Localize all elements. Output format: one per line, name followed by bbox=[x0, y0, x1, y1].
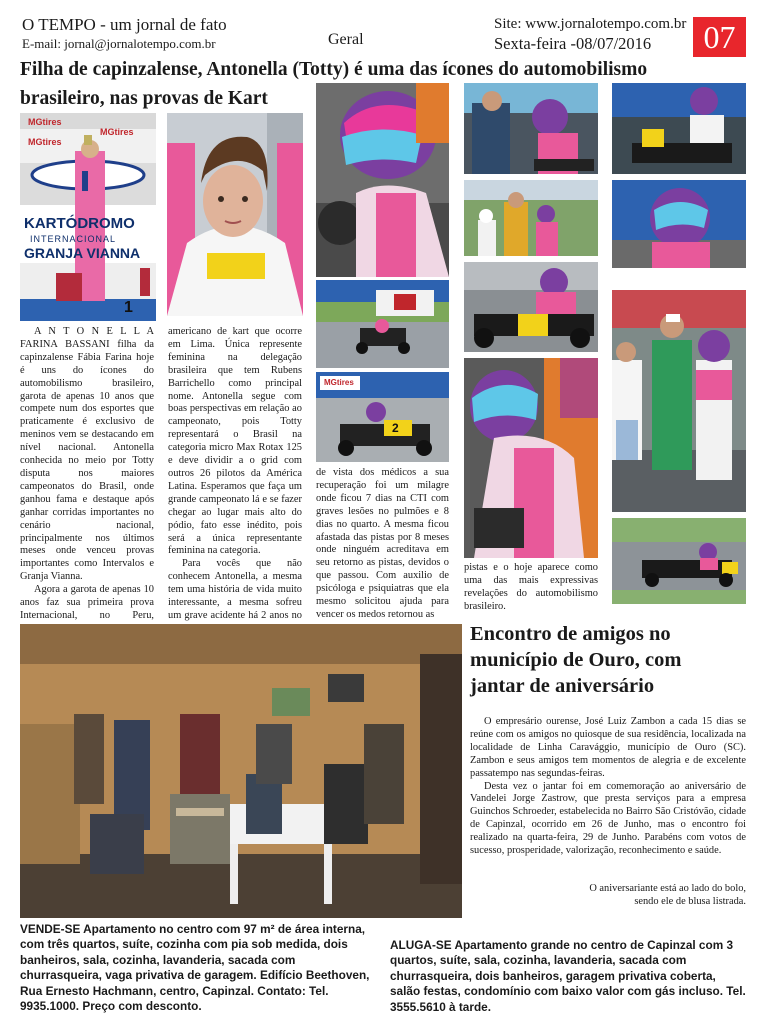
classified-vende-se: VENDE-SE Apartamento no centro com 97 m² de área interna, com três quartos, suíte, cozinha com pia sob medida, dois banheiros, sala, cozinha, lavanderia, sacada com churrasqueira, vaga privativa de garagem. Edifício Beethoven, Rua Ernesto Hachmann, centro, Capinzal. Contato: Tel. 9935.1000. Preço com desconto. bbox=[20, 922, 370, 1014]
article2-headline-line3: jantar de aniversário bbox=[470, 675, 655, 697]
caption-line1: O aniversariante está ao lado do bolo, bbox=[589, 883, 746, 894]
site-url[interactable]: Site: www.jornalotempo.com.br bbox=[494, 16, 687, 32]
page-number: 07 bbox=[693, 17, 746, 57]
podium-sign-line3: GRANJA VIANNA bbox=[24, 245, 141, 261]
article1-col4 bbox=[464, 562, 598, 614]
photo-podium bbox=[20, 113, 156, 321]
photo-with-barrichello bbox=[612, 290, 746, 512]
article2-headline-line2: município de Ouro, com bbox=[470, 649, 682, 671]
photo-girl-portrait bbox=[167, 113, 303, 316]
article1-col2 bbox=[168, 326, 302, 649]
section-label: Geral bbox=[328, 31, 364, 48]
banner-text-1: MGtires bbox=[28, 117, 62, 127]
article1-col1-para2: Agora a garota de apenas 10 anos faz sua primeira prova Internacional, no Peru, bbox=[20, 584, 154, 621]
article1-col3-para1: de vista dos médicos a sua recuperação foi um milagre onde ficou 7 dias na CTI com graves lesões no pulmões e 8 dias no quarto. A mesma ficou afastada das pistas por 8 meses onde ninguém acreditava em seu retorno as pistas, devidos o que passou. Com auxilio de psicóloga e psiquiatras que ela mesmo solicitou ajuda para vencer os medos retornou as bbox=[316, 467, 449, 620]
article1-col2-para2: Para vocês que não conhecem Antonella, a mesma tem uma história de vida muito interessante, a mesma sofreu um grave acidente há 2 anos no bbox=[168, 558, 302, 621]
article1-col4-para1: pistas e o hoje aparece como uma das mais expressivas revelações do automobilismo brasileiro. bbox=[464, 562, 598, 612]
photo-group-track bbox=[464, 180, 598, 256]
photo-friends-dinner bbox=[20, 624, 462, 918]
photo-kart-racing bbox=[316, 372, 449, 462]
photo-kart-pit bbox=[612, 83, 746, 174]
kart-sign-text: MGtires bbox=[324, 378, 354, 387]
banner-text-3: MGtires bbox=[28, 137, 62, 147]
article2-headline bbox=[470, 621, 746, 699]
photo-helmet-closeup bbox=[316, 83, 449, 277]
podium-sign-line2: INTERNACIONAL bbox=[30, 234, 117, 244]
paper-name: O TEMPO - um jornal de fato bbox=[22, 15, 227, 34]
classified-aluga-se: ALUGA-SE Apartamento grande no centro de Capinzal com 3 quartos, suíte, sala, cozinha, lavanderia, sacada com churrasqueira, dois banheiros, garagem privativa coberta, salão festas, condomínio com baixo valor com gás incluso. Tel. 3555.5610 à tarde. bbox=[390, 938, 746, 1014]
article2-body bbox=[470, 716, 746, 858]
photo-caption bbox=[470, 882, 746, 908]
photo-girl-in-kart bbox=[464, 358, 598, 558]
photo-kart-track bbox=[612, 518, 746, 604]
kart-number: 2 bbox=[392, 421, 399, 435]
email: E-mail: jornal@jornalotempo.com.br bbox=[22, 36, 216, 51]
article2-para2: Desta vez o jantar foi em comemoração ao aniversário de Vandelei Jorge Zastrow, que presta serviços para a empresa Guinchos Schroeder, estabelecida no Bairro São Cristóvão, cidade de Capinzal, ocorrido em 26 de Junho, mas o encontro foi realizado na quarta-feira, 29 de Junho. Parabéns com votos de sucesso, prosperidade, valorização, reconhecimento e saúde. bbox=[470, 780, 746, 857]
issue-date: Sexta-feira -08/07/2016 bbox=[494, 34, 652, 53]
podium-sign-line1: KARTÓDROMO bbox=[24, 215, 135, 232]
article1-col2-para1: americano de kart que ocorre em Lima. Única represente feminina na delegação brasileira que tem Rubens Barrichello como principal nome. Antonella segue com boas perspectivas em relação ao campeonato, pois Totty representará o Brasil na categoria micro Max Rotax 125 e deve dividir a o grid com outros 26 pilotos da América Latina. Esperamos que faça um grande campeonato lá e se fazer chegar ao lugar mais alto do pódio, fato esse inédito, pois será a única representante feminina na categoria. bbox=[168, 326, 302, 557]
article1-col3 bbox=[316, 467, 449, 622]
photo-kart-with-sign bbox=[316, 280, 449, 368]
podium-step-number: 1 bbox=[124, 299, 133, 316]
article1-headline-line2: brasileiro, nas provas de Kart bbox=[20, 88, 268, 109]
article1-col1-para1: A N T O N E L L A FARINA BASSANI filha da capinzalense Fábia Farina hoje é uns do ícones do automobilismo brasileiro, garota de apenas 10 anos que compete num dos esportes que praticamente é exclusivo de meninos vem se destacando em nível nacional. Antonella conhecida no meio por Totty disputa nos maiores campeonatos do Brasil, onde ganhou fama e destaque após ganhar corridas importantes no cenário nacional, principalmente nos últimos meses onde venceu provas importantes como Intervalos e Granja Vianna. bbox=[20, 326, 154, 583]
photo-kart-number-2 bbox=[464, 262, 598, 352]
photo-helmet-portrait bbox=[612, 180, 746, 268]
article2-para1: O empresário ourense, José Luiz Zambon a cada 15 dias se reúne com os amigos no quiosque de sua residência, localizada na localidade de Linha Caravággio, município de Ouro (SC). Zambon e seus amigos tem momentos de alegria e de excelente passatempo nas segundas-feiras. bbox=[470, 716, 746, 779]
article1-col1 bbox=[20, 326, 154, 636]
photo-pit-crew bbox=[464, 83, 598, 174]
caption-line2: sendo ele de blusa listrada. bbox=[634, 896, 746, 907]
article2-headline-line1: Encontro de amigos no bbox=[470, 623, 671, 645]
article1-headline-line1: Filha de capinzalense, Antonella (Totty) é uma das ícones do automobilismo bbox=[20, 59, 648, 80]
banner-text-2: MGtires bbox=[100, 127, 134, 137]
